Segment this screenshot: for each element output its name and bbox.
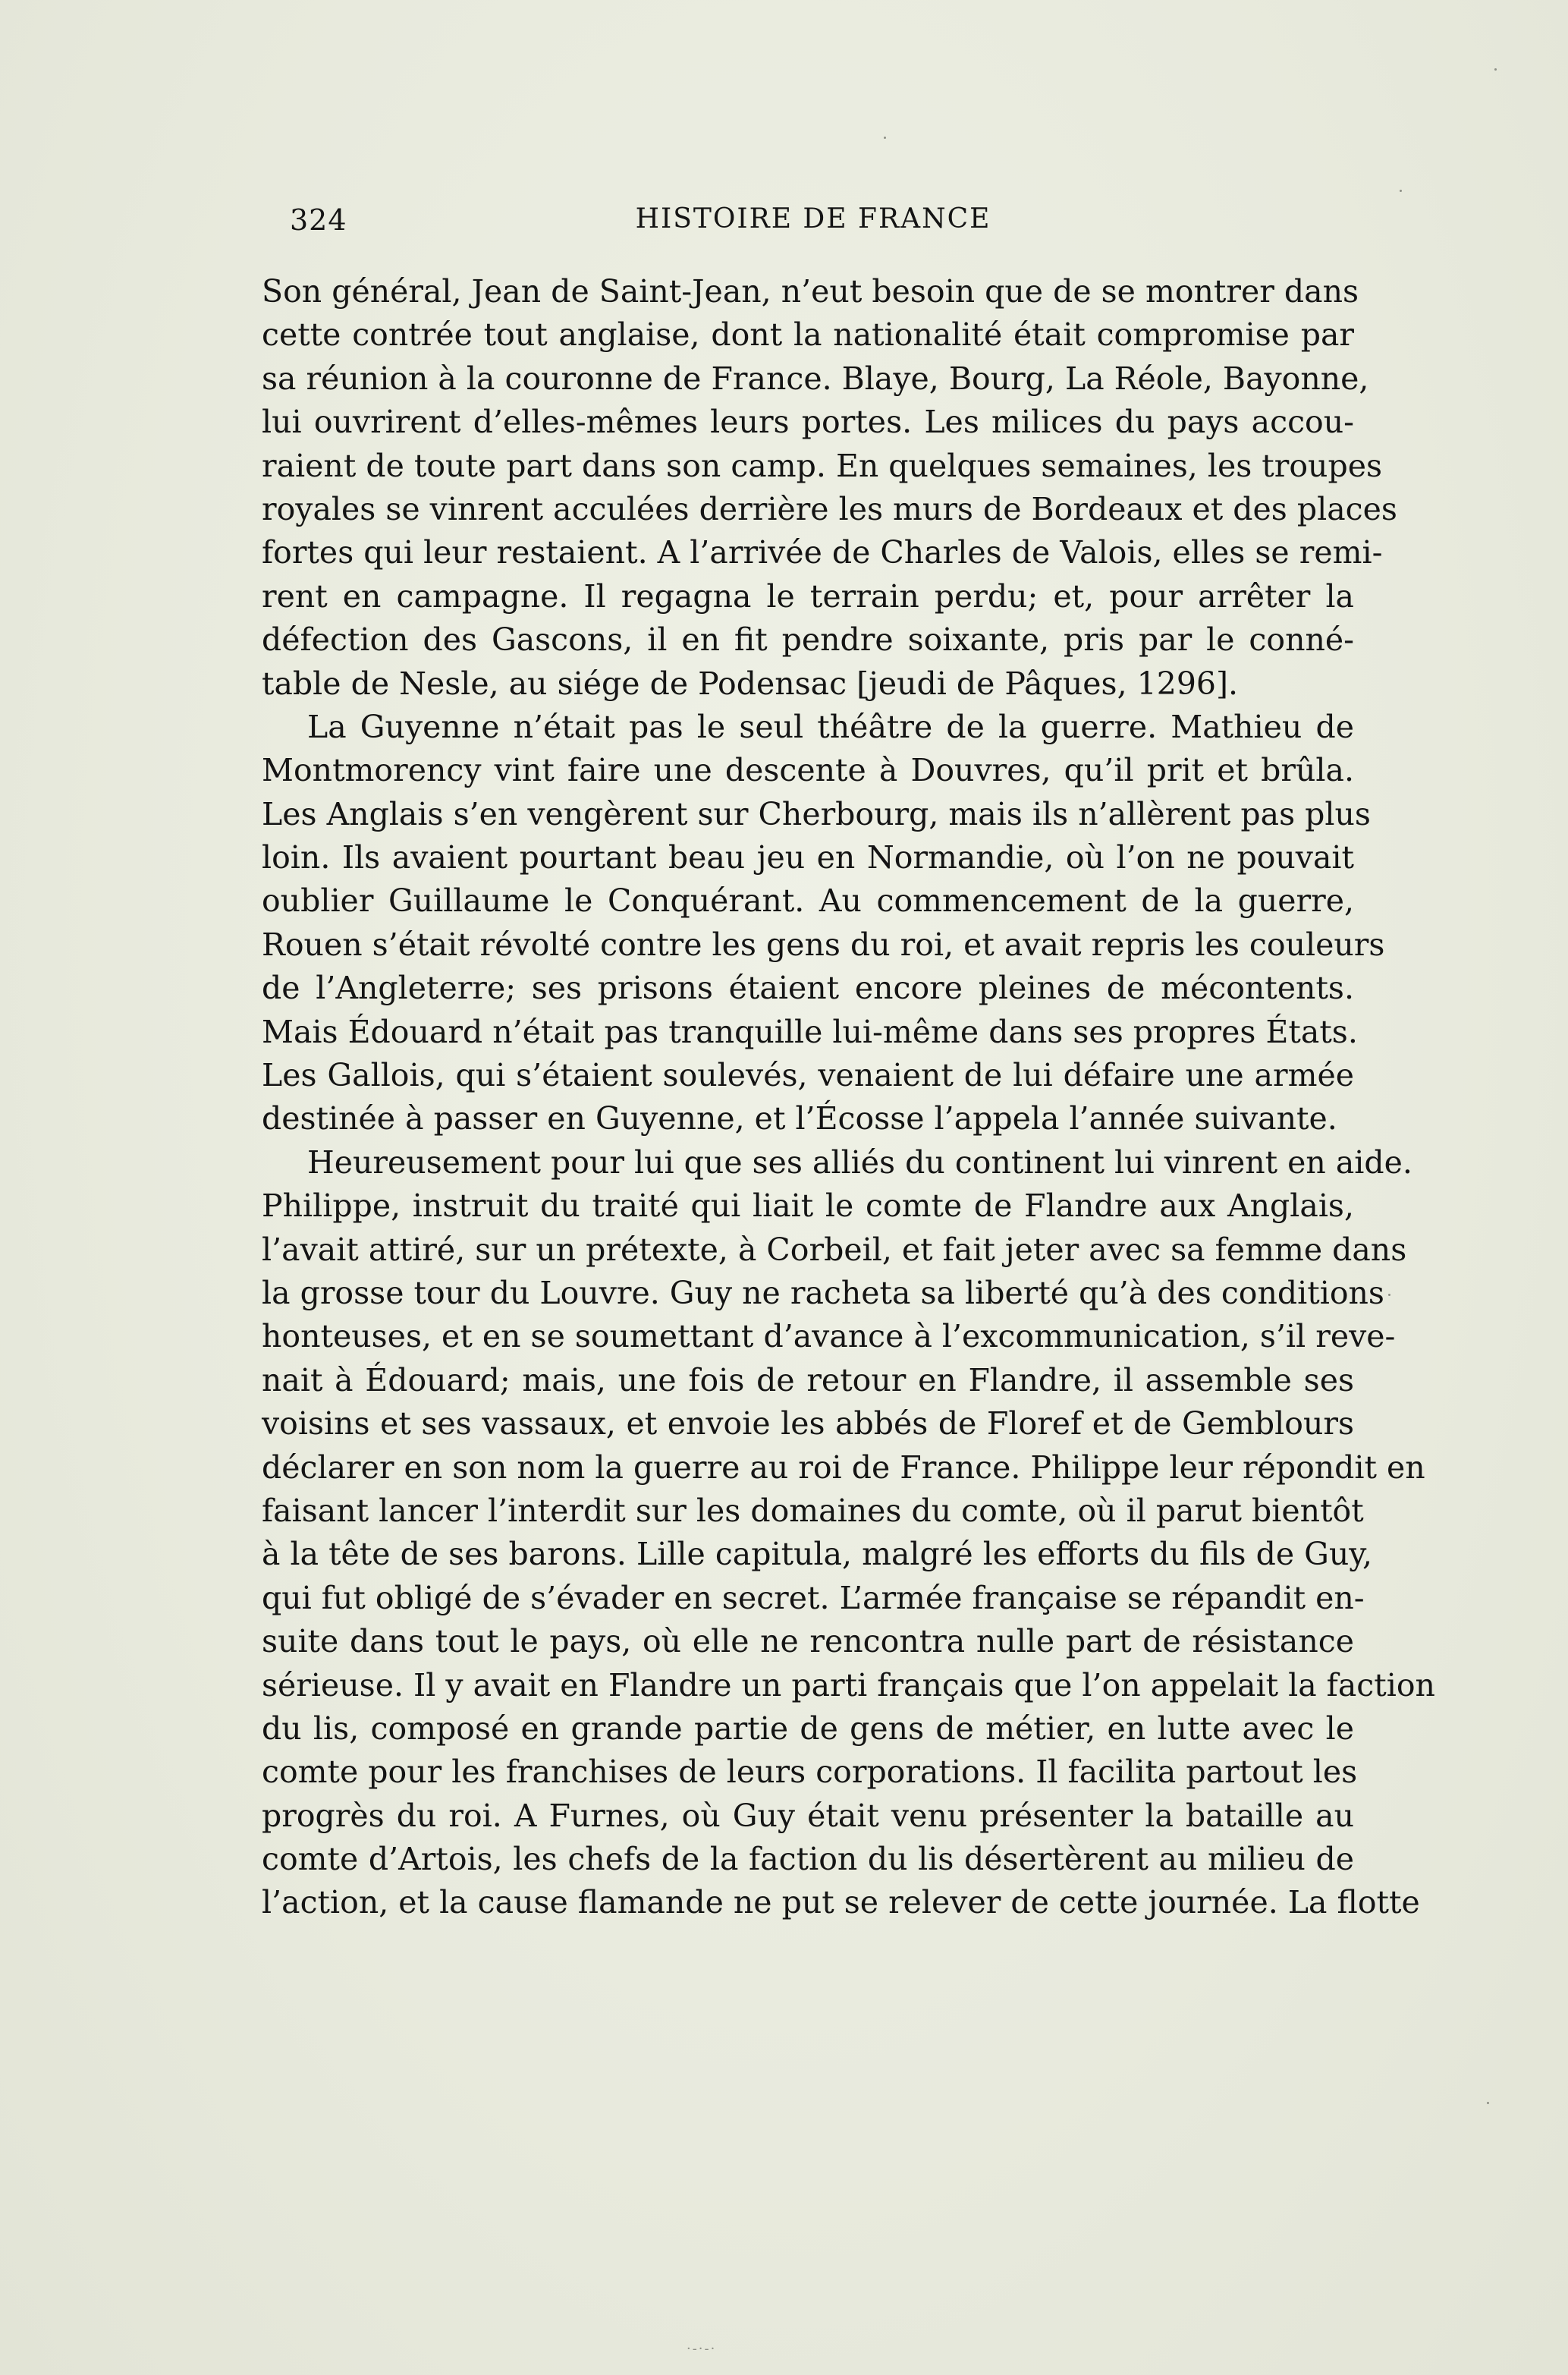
text-line: nait à Édouard; mais, une fois de retour en Flandre, il assemble ses — [262, 1361, 1354, 1398]
text-line: fortes qui leur restaient. A l’arrivée de Charles de Valois, elles se remi- — [262, 534, 1383, 571]
text-line: Les Anglais s’en vengèrent sur Cherbourg, mais ils n’allèrent pas plus — [262, 795, 1371, 832]
text-line: Philippe, instruit du traité qui liait le comte de Flandre aux Anglais, — [262, 1188, 1354, 1225]
text-line: honteuses, et en se soumettant d’avance à l’excommunication, s’il reve- — [262, 1318, 1396, 1355]
paragraph-start-line: La Guyenne n’était pas le seul théâtre de la guerre. Mathieu de — [307, 708, 1354, 745]
paper-speck — [1487, 2102, 1489, 2104]
text-line: loin. Ils avaient pourtant beau jeu en Normandie, où l’on ne pouvait — [262, 839, 1354, 876]
text-line: l’action, et la cause flamande ne put se relever de cette journée. La flotte — [262, 1884, 1420, 1921]
paper-speck — [1494, 68, 1497, 71]
text-line: table de Nesle, au siége de Podensac [jeudi de Pâques, 1296]. — [262, 665, 1239, 702]
text-line: Les Gallois, qui s’étaient soulevés, venaient de lui défaire une armée — [262, 1057, 1354, 1094]
text-line: Son général, Jean de Saint-Jean, n’eut besoin que de se montrer dans — [262, 273, 1359, 310]
text-line: royales se vinrent acculées derrière les murs de Bordeaux et des places — [262, 490, 1397, 527]
text-line: de l’Angleterre; ses prisons étaient encore pleines de mécontents. — [262, 970, 1354, 1007]
running-head — [275, 203, 1352, 249]
text-line: Mais Édouard n’était pas tranquille lui-même dans ses propres États. — [262, 1013, 1358, 1050]
text-line: rent en campagne. Il regagna le terrain perdu; et, pour arrêter la — [262, 577, 1354, 615]
paragraph-start-line: Heureusement pour lui que ses alliés du continent lui vinrent en aide. — [307, 1143, 1412, 1181]
text-line: faisant lancer l’interdit sur les domaines du comte, où il parut bientôt — [262, 1492, 1364, 1529]
running-head-title: HISTOIRE DE FRANCE — [635, 203, 991, 234]
text-line: lui ouvrirent d’elles-mêmes leurs portes. Les milices du pays accou- — [262, 404, 1354, 441]
text-line: progrès du roi. A Furnes, où Guy était venu présenter la bataille au — [262, 1797, 1354, 1834]
text-line: qui fut obligé de s’évader en secret. L’armée française se répandit en- — [262, 1579, 1365, 1616]
text-line: raient de toute part dans son camp. En quelques semaines, les troupes — [262, 447, 1383, 484]
body-text — [262, 270, 1435, 1925]
text-line: sérieuse. Il y avait en Flandre un parti français que l’on appelait la faction — [262, 1666, 1435, 1703]
text-line: du lis, composé en grande partie de gens de métier, en lutte avec le — [262, 1710, 1354, 1747]
text-line: comte pour les franchises de leurs corporations. Il facilita partout les — [262, 1754, 1358, 1791]
text-line: oublier Guillaume le Conquérant. Au commencement de la guerre, — [262, 882, 1354, 920]
text-line: déclarer en son nom la guerre au roi de France. Philippe leur répondit en — [262, 1449, 1425, 1486]
text-line: sa réunion à la couronne de France. Blaye, Bourg, La Réole, Bayonne, — [262, 360, 1369, 397]
page-number: 324 — [290, 203, 347, 237]
text-line: cette contrée tout anglaise, dont la nationalité était compromise par — [262, 316, 1354, 354]
text-line: Montmorency vint faire une descente à Douvres, qu’il prit et brûla. — [262, 752, 1354, 789]
paper-speck — [1400, 190, 1402, 192]
text-line: défection des Gascons, il en fit pendre soixante, pris par le conné- — [262, 621, 1354, 659]
paper-speck — [884, 137, 886, 139]
text-line: la grosse tour du Louvre. Guy ne racheta sa liberté qu’à des conditions — [262, 1274, 1384, 1311]
text-line: à la tête de ses barons. Lille capitula, malgré les efforts du fils de Guy, — [262, 1536, 1373, 1573]
text-line: Rouen s’était révolté contre les gens du roi, et avait repris les couleurs — [262, 926, 1385, 963]
page-footer-mark: ·-·-· — [687, 2341, 717, 2357]
text-line: comte d’Artois, les chefs de la faction du lis désertèrent au milieu de — [262, 1841, 1354, 1878]
text-line: suite dans tout le pays, où elle ne rencontra nulle part de résistance — [262, 1623, 1354, 1660]
text-line: voisins et ses vassaux, et envoie les abbés de Floref et de Gemblours — [262, 1405, 1354, 1442]
text-line: l’avait attiré, sur un prétexte, à Corbeil, et fait jeter avec sa femme dans — [262, 1231, 1407, 1268]
paper-speck — [1388, 1294, 1390, 1296]
text-line: destinée à passer en Guyenne, et l’Écosse l’appela l’année suivante. — [262, 1100, 1337, 1137]
